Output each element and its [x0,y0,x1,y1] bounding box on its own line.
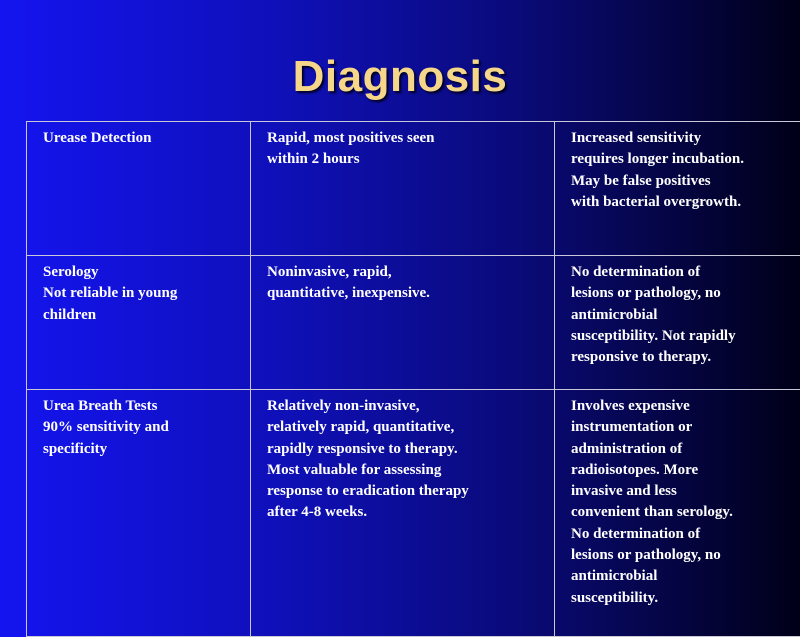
table-cell-advantages: Noninvasive, rapid, quantitative, inexpensive. [251,256,555,390]
table-cell-advantages: Rapid, most positives seen within 2 hours [251,122,555,256]
table-row [27,122,800,256]
table-cell-test: Serology Not reliable in young children [27,256,251,390]
slide-title: Diagnosis [0,52,800,102]
diagnosis-table [26,121,800,637]
table-row [27,256,800,390]
table-cell-test: Urease Detection [27,122,251,256]
table-cell-disadvantages: Involves expensive instrumentation or administration of radioisotopes. More invasive and less convenient than serology. No determination of lesions or pathology, no antimicrobial susceptibility. [555,390,800,637]
table-row [27,390,800,637]
table-cell-advantages: Relatively non-invasive, relatively rapid, quantitative, rapidly responsive to therapy. Most valuable for assessing response to eradication therapy after 4-8 weeks. [251,390,555,637]
table-cell-disadvantages: No determination of lesions or pathology, no antimicrobial susceptibility. Not rapidly responsive to therapy. [555,256,800,390]
table-cell-disadvantages: Increased sensitivity requires longer incubation. May be false positives with bacterial overgrowth. [555,122,800,256]
table-cell-test: Urea Breath Tests 90% sensitivity and specificity [27,390,251,637]
